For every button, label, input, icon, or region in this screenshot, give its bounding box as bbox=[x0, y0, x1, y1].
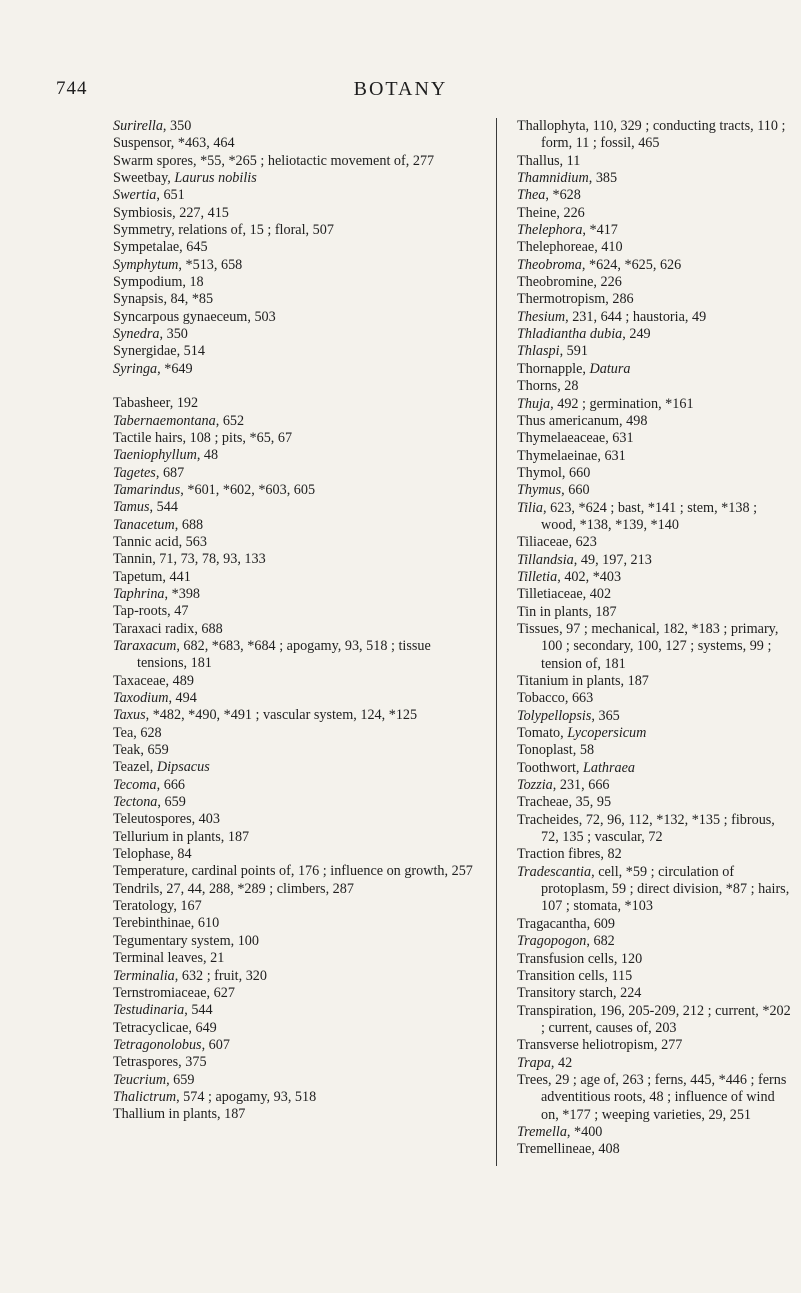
index-references: , *482, *490, *491 ; vascular system, 124, *125 bbox=[145, 707, 418, 724]
index-references: , 492 ; germination, *161 bbox=[550, 395, 694, 412]
index-term: Tegumentary system, 100 bbox=[113, 932, 259, 949]
index-term: Trees, 29 ; age of, 263 ; ferns, 445, *446 ; ferns adventitious roots, 48 ; influence of wind on, *177 ; weeping varieties, 29, 251 bbox=[517, 1071, 787, 1123]
index-term: Transition cells, 115 bbox=[517, 967, 633, 984]
index-entry bbox=[113, 517, 479, 534]
index-references: , 687 bbox=[155, 464, 185, 481]
index-entry bbox=[113, 950, 479, 967]
index-term: Thermotropism, 286 bbox=[517, 291, 634, 308]
index-entry bbox=[113, 863, 479, 880]
index-cross-reference: Lycopersicum bbox=[567, 725, 647, 742]
index-term: Tellurium in plants, 187 bbox=[113, 828, 250, 845]
index-entry bbox=[113, 1089, 479, 1106]
index-entry bbox=[517, 448, 793, 465]
index-references: , 659 bbox=[157, 794, 186, 811]
index-entry bbox=[113, 846, 479, 863]
index-entry bbox=[517, 465, 793, 482]
index-entry bbox=[113, 794, 479, 811]
index-entry bbox=[517, 777, 793, 794]
index-entry bbox=[113, 1054, 479, 1071]
index-entry bbox=[113, 274, 479, 291]
index-entry bbox=[517, 1072, 793, 1124]
index-term: Tecoma bbox=[113, 776, 157, 793]
index-term: Tactile hairs, 108 ; pits, *65, 67 bbox=[113, 429, 293, 446]
index-term: Thelephoreae, 410 bbox=[517, 239, 623, 256]
index-term: Tiliaceae, 623 bbox=[517, 534, 597, 551]
index-term: Thamnidium bbox=[517, 170, 589, 187]
index-entry bbox=[113, 1020, 479, 1037]
index-term: Thus americanum, 498 bbox=[517, 412, 648, 429]
index-entry bbox=[517, 413, 793, 430]
index-entry bbox=[113, 343, 479, 360]
index-references: , *601, *602, *603, 605 bbox=[180, 481, 316, 498]
index-entry bbox=[517, 343, 793, 360]
index-entry bbox=[113, 1002, 479, 1019]
column-divider bbox=[496, 118, 497, 1166]
index-term: Tilletia bbox=[517, 568, 558, 585]
index-entry bbox=[517, 1124, 793, 1141]
index-references: , cell, *59 ; circulation of protoplasm, 59 ; direct division, *87 ; hairs, 107 ; stomata, *103 bbox=[541, 863, 790, 915]
index-entry bbox=[517, 1003, 793, 1038]
index-entry bbox=[517, 274, 793, 291]
index-entry bbox=[517, 291, 793, 308]
index-term: Tendrils, 27, 44, 288, *289 ; climbers, 287 bbox=[113, 880, 354, 897]
index-entry bbox=[517, 396, 793, 413]
index-entry bbox=[113, 673, 479, 690]
index-term: Taphrina bbox=[113, 585, 165, 602]
page-number: 744 bbox=[56, 78, 88, 99]
index-references: , 651 bbox=[156, 187, 185, 204]
index-entry bbox=[113, 1106, 479, 1123]
index-term: Teazel, bbox=[113, 759, 157, 776]
index-term: Tamus bbox=[113, 499, 150, 516]
index-term: Thorns, 28 bbox=[517, 378, 579, 395]
index-entry bbox=[113, 985, 479, 1002]
index-term: Synedra bbox=[113, 326, 160, 343]
index-entry bbox=[113, 690, 479, 707]
index-cross-reference: Datura bbox=[589, 360, 631, 377]
index-entry bbox=[517, 1055, 793, 1072]
index-references: , *628 bbox=[545, 187, 581, 204]
index-term: Tamarindus bbox=[113, 481, 181, 498]
index-term: Thallophyta, 110, 329 ; conducting tracts, 110 ; form, 11 ; fossil, 465 bbox=[517, 118, 786, 152]
index-references: , 544 bbox=[149, 499, 178, 516]
index-references: , *400 bbox=[566, 1123, 603, 1140]
index-entry bbox=[113, 447, 479, 464]
index-term: Traction fibres, 82 bbox=[517, 846, 622, 863]
index-term: Taxus bbox=[113, 707, 146, 724]
index-term: Taraxacum bbox=[113, 637, 177, 654]
index-term: Symphytum bbox=[113, 256, 179, 273]
index-column-right bbox=[517, 118, 793, 1159]
index-entry bbox=[517, 742, 793, 759]
index-entry bbox=[113, 759, 479, 776]
index-entry bbox=[113, 205, 479, 222]
index-entry bbox=[113, 170, 479, 187]
index-entry bbox=[517, 586, 793, 603]
index-term: Thelephora bbox=[517, 222, 583, 239]
index-entry bbox=[113, 777, 479, 794]
index-term: Transpiration, 196, 205-209, 212 ; current, *202 ; current, causes of, 203 bbox=[517, 1002, 791, 1036]
index-references: , 385 bbox=[588, 170, 618, 187]
index-term: Thuja bbox=[517, 395, 551, 412]
index-term: Trapa bbox=[517, 1054, 551, 1071]
index-entry bbox=[113, 395, 479, 412]
index-term: Thymelaeinae, 631 bbox=[517, 447, 626, 464]
index-entry bbox=[517, 933, 793, 950]
index-references: , 574 ; apogamy, 93, 518 bbox=[176, 1088, 317, 1105]
index-term: Thlaspi bbox=[517, 343, 560, 360]
index-references: , 231, 666 bbox=[552, 777, 610, 794]
index-term: Thallus, 11 bbox=[517, 152, 581, 169]
index-references: , 231, 644 ; haustoria, 49 bbox=[565, 308, 707, 325]
index-term: Taxodium bbox=[113, 690, 169, 706]
index-cross-reference: Lathraea bbox=[583, 759, 636, 776]
index-references: , 350 bbox=[159, 326, 188, 343]
index-term: Tagetes bbox=[113, 464, 156, 481]
index-term: Tillandsia bbox=[517, 551, 574, 568]
index-term: Syncarpous gynaeceum, 503 bbox=[113, 308, 276, 325]
index-term: Tracheides, 72, 96, 112, *132, *135 ; fibrous, 72, 135 ; vascular, 72 bbox=[517, 811, 775, 846]
index-references: , *649 bbox=[157, 360, 193, 377]
index-term: Tremella bbox=[517, 1123, 567, 1140]
index-references: , 350 bbox=[162, 118, 192, 134]
index-entry bbox=[517, 708, 793, 725]
index-entry bbox=[113, 603, 479, 620]
index-references: , 42 bbox=[550, 1054, 573, 1071]
index-term: Transfusion cells, 120 bbox=[517, 950, 643, 967]
index-entry bbox=[113, 638, 479, 673]
index-term: Teak, 659 bbox=[113, 742, 169, 759]
index-term: Tea, 628 bbox=[113, 724, 162, 741]
index-term: Transverse heliotropism, 277 bbox=[517, 1037, 683, 1054]
index-entry bbox=[113, 413, 479, 430]
index-references: , *398 bbox=[164, 585, 200, 602]
index-term: Tetragonolobus bbox=[113, 1036, 202, 1053]
index-references: , 659 bbox=[166, 1071, 195, 1088]
index-entry bbox=[113, 291, 479, 308]
index-entry bbox=[517, 916, 793, 933]
index-references: , 688 bbox=[174, 516, 204, 533]
index-term: Tragacantha, 609 bbox=[517, 915, 615, 932]
index-references: , 365 bbox=[591, 707, 620, 724]
index-term: Tanacetum bbox=[113, 516, 175, 533]
index-term: Tracheae, 35, 95 bbox=[517, 794, 612, 811]
index-term: Thallium in plants, 187 bbox=[113, 1106, 246, 1123]
index-entry bbox=[113, 725, 479, 742]
index-entry bbox=[113, 326, 479, 343]
index-references: , 544 bbox=[184, 1002, 213, 1019]
index-entry bbox=[517, 621, 793, 673]
index-entry bbox=[517, 968, 793, 985]
index-term: Theine, 226 bbox=[517, 204, 585, 221]
index-term: Swarm spores, *55, *265 ; heliotactic movement of, 277 bbox=[113, 152, 435, 169]
index-term: Tap-roots, 47 bbox=[113, 603, 189, 620]
index-term: Terminalia bbox=[113, 967, 175, 984]
index-entry bbox=[113, 361, 479, 378]
index-term: Testudinaria bbox=[113, 1002, 185, 1019]
index-entry bbox=[113, 829, 479, 846]
index-term: Tetraspores, 375 bbox=[113, 1054, 207, 1071]
index-entry bbox=[517, 760, 793, 777]
index-term: Syringa bbox=[113, 360, 158, 377]
index-entry bbox=[517, 673, 793, 690]
index-entry bbox=[517, 1141, 793, 1158]
running-head: BOTANY bbox=[353, 78, 448, 100]
index-entry bbox=[517, 604, 793, 621]
index-references: , 666 bbox=[156, 776, 185, 793]
index-term: Thladiantha dubia bbox=[517, 326, 623, 343]
index-references: , *624, *625, 626 bbox=[581, 256, 682, 273]
index-term: Terminal leaves, 21 bbox=[113, 950, 225, 967]
index-entry bbox=[113, 187, 479, 204]
index-term: Swertia bbox=[113, 187, 157, 204]
index-references: , 48 bbox=[196, 447, 219, 464]
index-term: Titanium in plants, 187 bbox=[517, 673, 649, 689]
index-term: Tannic acid, 563 bbox=[113, 533, 207, 550]
index-term: Tabasheer, 192 bbox=[113, 395, 199, 412]
index-entry bbox=[517, 846, 793, 863]
index-references: , 632 ; fruit, 320 bbox=[174, 967, 267, 984]
index-references: , 660 bbox=[561, 482, 590, 499]
index-term: Surirella bbox=[113, 118, 163, 134]
index-entry bbox=[517, 378, 793, 395]
index-entry bbox=[517, 569, 793, 586]
index-references: , 652 bbox=[215, 412, 245, 429]
index-references: , 607 bbox=[201, 1036, 230, 1053]
index-entry bbox=[113, 135, 479, 152]
index-entry bbox=[517, 552, 793, 569]
index-entry bbox=[113, 968, 479, 985]
index-entry bbox=[113, 933, 479, 950]
index-entry bbox=[517, 985, 793, 1002]
index-term: Teucrium bbox=[113, 1071, 167, 1088]
index-entry bbox=[517, 864, 793, 916]
index-entry bbox=[113, 707, 479, 724]
index-entry bbox=[113, 153, 479, 170]
index-entry bbox=[113, 881, 479, 898]
index-term: Theobroma bbox=[517, 256, 582, 273]
index-entry bbox=[517, 534, 793, 551]
index-term: Tetracyclicae, 649 bbox=[113, 1019, 217, 1036]
index-term: Tobacco, 663 bbox=[517, 690, 594, 707]
index-term: Temperature, cardinal points of, 176 ; influence on growth, 257 bbox=[113, 863, 473, 880]
index-entry bbox=[517, 153, 793, 170]
index-term: Tin in plants, 187 bbox=[517, 603, 617, 620]
index-term: Tissues, 97 ; mechanical, 182, *183 ; primary, 100 ; secondary, 100, 127 ; systems, 99 ; tension of, 181 bbox=[517, 620, 779, 672]
index-term: Taraxaci radix, 688 bbox=[113, 620, 223, 637]
index-term: Thymelaeaceae, 631 bbox=[517, 430, 634, 447]
index-term: Tomato, bbox=[517, 725, 568, 742]
index-entry bbox=[517, 257, 793, 274]
index-entry bbox=[113, 499, 479, 516]
index-term: Ternstromiaceae, 627 bbox=[113, 984, 235, 1001]
index-entry bbox=[113, 621, 479, 638]
index-term: Taxaceae, 489 bbox=[113, 672, 194, 689]
index-term: Synergidae, 514 bbox=[113, 343, 205, 360]
index-entry bbox=[113, 1072, 479, 1089]
index-term: Tozzia bbox=[517, 777, 553, 794]
index-entry bbox=[113, 569, 479, 586]
index-term: Tragopogon bbox=[517, 933, 587, 950]
index-entry bbox=[113, 465, 479, 482]
index-term: Taeniophyllum bbox=[113, 447, 197, 464]
index-entry bbox=[113, 551, 479, 568]
index-entry bbox=[517, 222, 793, 239]
index-references: , 682 bbox=[586, 933, 615, 950]
index-references: , 623, *624 ; bast, *141 ; stem, *138 ; wood, *138, *139, *140 bbox=[541, 499, 758, 533]
index-references: , 249 bbox=[622, 326, 651, 343]
index-entry bbox=[113, 309, 479, 326]
index-term: Symbiosis, 227, 415 bbox=[113, 204, 229, 221]
index-entry bbox=[517, 482, 793, 499]
index-entry bbox=[517, 725, 793, 742]
index-references: , 494 bbox=[168, 690, 197, 706]
index-entry bbox=[113, 898, 479, 915]
index-term: Suspensor, *463, 464 bbox=[113, 135, 235, 152]
index-term: Teratology, 167 bbox=[113, 898, 202, 915]
index-entry bbox=[517, 187, 793, 204]
index-column-left bbox=[113, 118, 479, 1124]
index-entry bbox=[517, 1037, 793, 1054]
index-term: Theobromine, 226 bbox=[517, 274, 622, 291]
index-references: , *513, 658 bbox=[178, 256, 243, 273]
index-entry bbox=[517, 118, 793, 153]
index-term: Synapsis, 84, *85 bbox=[113, 291, 214, 308]
index-term: Tilia bbox=[517, 499, 544, 516]
index-term: Terebinthinae, 610 bbox=[113, 915, 220, 932]
index-term: Tradescantia bbox=[517, 863, 592, 880]
index-term: Sweetbay, bbox=[113, 170, 175, 187]
index-entry bbox=[517, 500, 793, 535]
index-references: , 682, *683, *684 ; apogamy, 93, 518 ; tissue tensions, 181 bbox=[137, 637, 431, 672]
index-term: Tremellineae, 408 bbox=[517, 1141, 620, 1158]
section-gap bbox=[113, 378, 479, 395]
index-term: Sympetalae, 645 bbox=[113, 239, 208, 256]
index-entry bbox=[113, 811, 479, 828]
index-term: Tonoplast, 58 bbox=[517, 742, 595, 759]
index-term: Tabernaemontana bbox=[113, 412, 216, 429]
index-entry bbox=[113, 482, 479, 499]
index-entry bbox=[517, 812, 793, 847]
index-cross-reference: Dipsacus bbox=[156, 759, 210, 776]
index-term: Thalictrum bbox=[113, 1088, 177, 1105]
index-term: Thymol, 660 bbox=[517, 464, 591, 481]
index-entry bbox=[113, 742, 479, 759]
index-entry bbox=[113, 586, 479, 603]
index-term: Transitory starch, 224 bbox=[517, 985, 642, 1002]
index-references: , 591 bbox=[559, 343, 588, 360]
index-entry bbox=[113, 118, 479, 135]
index-entry bbox=[113, 1037, 479, 1054]
index-term: Thea bbox=[517, 187, 546, 204]
index-entry bbox=[113, 222, 479, 239]
index-entry bbox=[517, 170, 793, 187]
index-term: Tannin, 71, 73, 78, 93, 133 bbox=[113, 551, 266, 568]
index-entry bbox=[517, 430, 793, 447]
index-term: Tectona bbox=[113, 794, 158, 811]
index-term: Toothwort, bbox=[517, 759, 583, 776]
index-term: Tapetum, 441 bbox=[113, 568, 191, 585]
index-entry bbox=[113, 257, 479, 274]
index-term: Sympodium, 18 bbox=[113, 274, 204, 291]
index-references: , 402, *403 bbox=[557, 568, 622, 585]
index-entry bbox=[113, 915, 479, 932]
index-entry bbox=[517, 951, 793, 968]
index-entry bbox=[517, 309, 793, 326]
index-cross-reference: Laurus nobilis bbox=[174, 170, 257, 187]
page-header bbox=[0, 56, 801, 100]
index-entry bbox=[517, 326, 793, 343]
index-term: Telophase, 84 bbox=[113, 846, 192, 863]
index-term: Tolypellopsis bbox=[517, 707, 592, 724]
index-term: Tilletiaceae, 402 bbox=[517, 586, 612, 603]
index-term: Teleutospores, 403 bbox=[113, 811, 220, 828]
index-entry bbox=[517, 690, 793, 707]
index-entry bbox=[517, 794, 793, 811]
index-entry bbox=[113, 534, 479, 551]
index-term: Thornapple, bbox=[517, 360, 590, 377]
index-references: , *417 bbox=[582, 222, 618, 239]
index-entry bbox=[517, 361, 793, 378]
index-entry bbox=[517, 239, 793, 256]
index-term: Thymus bbox=[517, 482, 562, 499]
index-entry bbox=[113, 239, 479, 256]
index-entry bbox=[113, 430, 479, 447]
index-term: Thesium bbox=[517, 308, 566, 325]
index-entry bbox=[517, 205, 793, 222]
index-term: Symmetry, relations of, 15 ; floral, 507 bbox=[113, 222, 334, 239]
index-references: , 49, 197, 213 bbox=[573, 551, 652, 568]
